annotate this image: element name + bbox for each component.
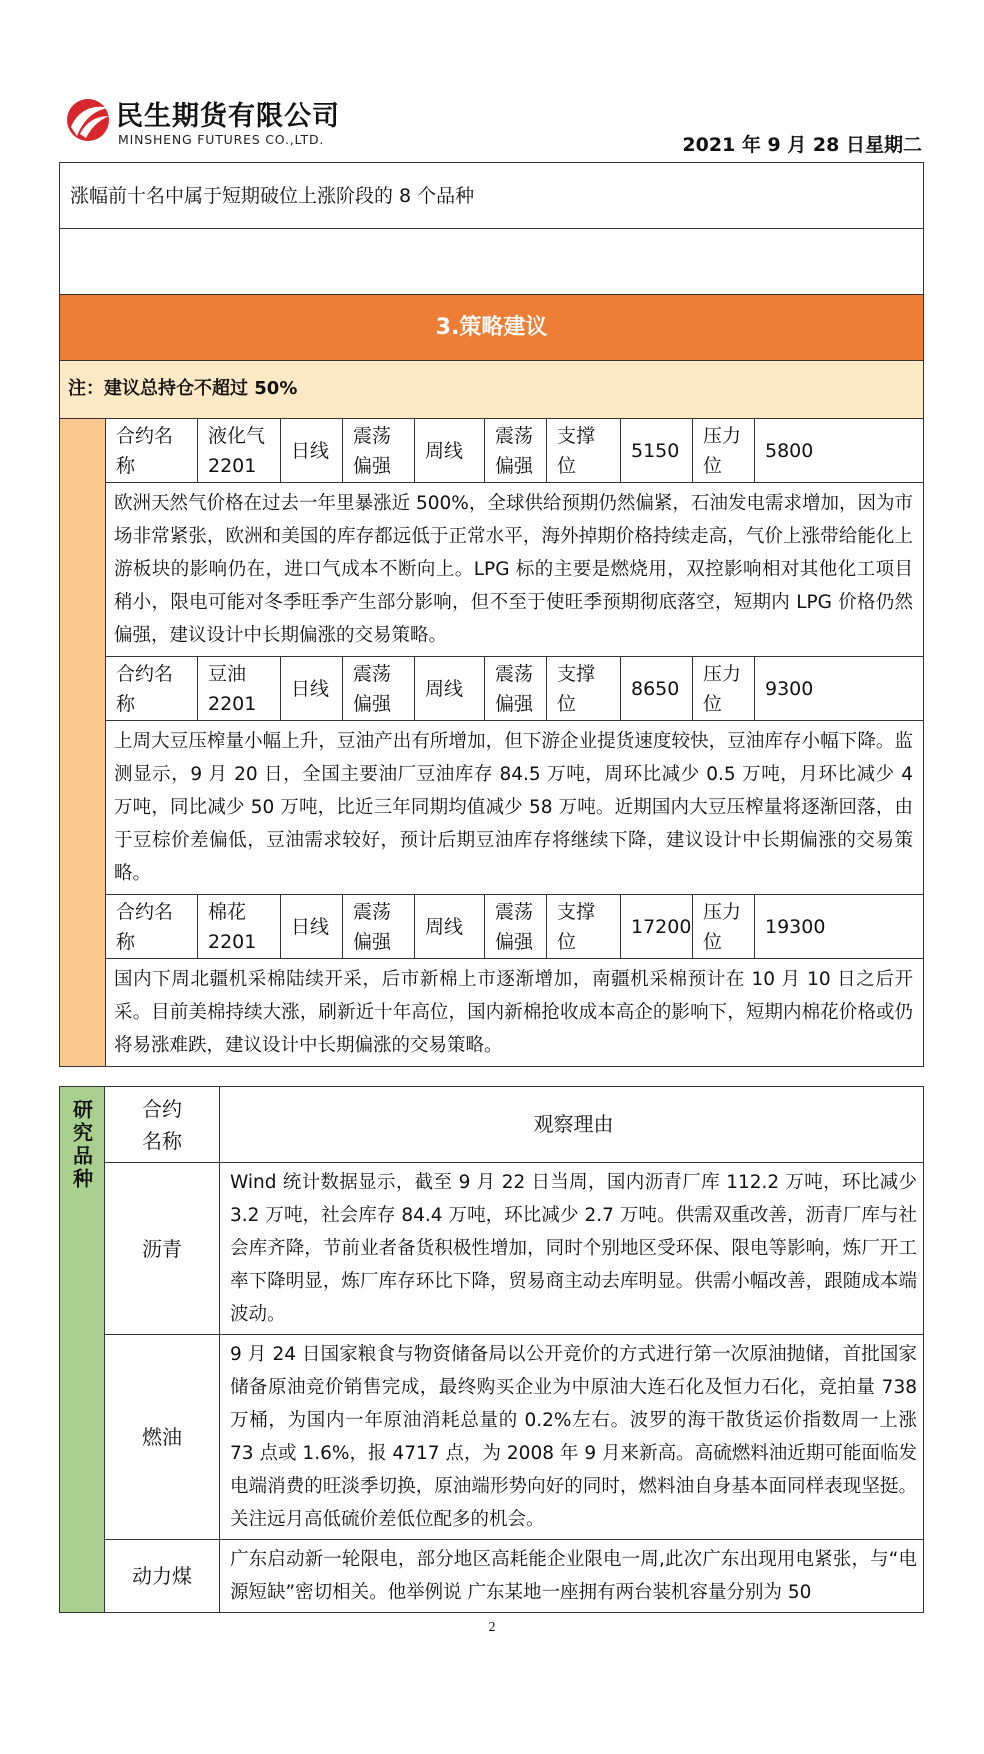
strategy-side-bar [60, 419, 106, 1066]
pressure-label: 压力位 [693, 657, 755, 720]
daily-trend: 震荡偏强 [343, 419, 415, 482]
strategy-body [106, 419, 923, 1066]
section-heading [60, 295, 923, 361]
research-side-label [60, 1087, 105, 1612]
support-value: 17200 [621, 895, 693, 958]
contract-label: 合约名称 [106, 419, 198, 482]
support-value: 8650 [621, 657, 693, 720]
research-reason: 广东启动新一轮限电，部分地区高耗能企业限电一周,此次广东出现用电紧张，与“电源短缺”密切相关。他举例说 广东某地一座拥有两台装机容量分别为 50 [230, 1549, 917, 1603]
research-row [105, 1540, 923, 1612]
contract-description: 上周大豆压榨量小幅上升，豆油产出有所增加，但下游企业提货速度较快，豆油库存小幅下降。监测显示，9 月 20 日，全国主要油厂豆油库存 84.5 万吨，周环比减少 0.5 万吨，月环比减少 4 万吨，同比减少 50 万吨，比近三年同期均值减少 58 万吨。近期国内大豆压榨量将逐渐回落，由于豆棕价差偏低，豆油需求较好，预计后期豆油库存将继续下降，建议设计中长期偏涨的交易策略。 [106, 721, 923, 895]
support-label: 支撑位 [547, 419, 621, 482]
contract-name: 豆油 2201 [198, 657, 281, 720]
strategy-table [59, 162, 924, 1067]
daily-trend: 震荡偏强 [343, 657, 415, 720]
pressure-value: 5800 [765, 439, 814, 462]
research-side-text: 研究品种 [69, 1099, 94, 1191]
support-label: 支撑位 [547, 657, 621, 720]
daily-label: 日线 [281, 895, 343, 958]
position-note-text: 注：建议总持仓不超过 50% [68, 378, 298, 399]
support-label: 支撑位 [547, 895, 621, 958]
research-reason: Wind 统计数据显示，截至 9 月 22 日当周，国内沥青厂库 112.2 万吨，环比减少 3.2 万吨，社会库存 84.4 万吨，环比减少 2.7 万吨。供需双重改善，沥青厂库与社会库齐降，节前业者备货积极性增加，同时个别地区受环保、限电等影响，炼厂开工率下降明显，炼厂库存环比下降，贸易商主动去库明显。供需小幅改善，跟随成本端波动。 [230, 1172, 917, 1325]
daily-label: 日线 [281, 419, 343, 482]
report-date: 2021 年 9 月 28 日星期二 [682, 134, 922, 156]
pressure-label: 压力位 [693, 419, 755, 482]
daily-label: 日线 [281, 657, 343, 720]
research-name: 沥青 [105, 1163, 220, 1334]
contract-label: 合约名称 [106, 657, 198, 720]
contract-label: 合约名称 [106, 895, 198, 958]
weekly-trend: 震荡偏强 [485, 657, 547, 720]
col-header-reason: 观察理由 [533, 1112, 614, 1136]
research-row [105, 1335, 923, 1540]
summary-text: 涨幅前十名中属于短期破位上涨阶段的 8 个品种 [70, 185, 475, 207]
research-row [105, 1163, 923, 1335]
blank-row [60, 229, 923, 295]
weekly-trend: 震荡偏强 [485, 419, 547, 482]
research-name: 动力煤 [105, 1540, 220, 1612]
contract-row [106, 895, 923, 959]
daily-trend: 震荡偏强 [343, 895, 415, 958]
contract-description: 国内下周北疆机采棉陆续开采，后市新棉上市逐渐增加，南疆机采棉预计在 10 月 10 日之后开采。目前美棉持续大涨，刷新近十年高位，国内新棉抢收成本高企的影响下，短期内棉花价格或仍将易涨难跌，建议设计中长期偏涨的交易策略。 [114, 969, 913, 1056]
contract-name: 液化气 2201 [198, 419, 281, 482]
top-summary-row [60, 163, 923, 229]
page-number: 2 [488, 1620, 496, 1635]
weekly-label: 周线 [415, 895, 485, 958]
research-table [59, 1086, 924, 1613]
pressure-value: 9300 [765, 677, 814, 700]
minsheng-logo-icon [64, 94, 112, 146]
contract-name: 棉花 2201 [198, 895, 281, 958]
contract-row [106, 657, 923, 721]
contract-description: 欧洲天然气价格在过去一年里暴涨近 500%，全球供给预期仍然偏紧，石油发电需求增加，因为市场非常紧张，欧洲和美国的库存都远低于正常水平，海外掉期价格持续走高，气价上涨带给能化上游板块的影响仍在，进口气成本不断向上。LPG 标的主要是燃烧用，双控影响相对其他化工项目稍小，限电可能对冬季旺季产生部分影响，但不至于使旺季预期彻底落空，短期内 LPG 价格仍然偏强，建议设计中长期偏涨的交易策略。 [106, 483, 923, 657]
position-note [60, 361, 923, 419]
pressure-value: 19300 [765, 915, 826, 938]
strategy-items [60, 419, 923, 1066]
research-reason: 9 月 24 日国家粮食与物资储备局以公开竞价的方式进行第一次原油抛储，首批国家储备原油竞价销售完成，最终购买企业为中原油大连石化及恒力石化，竞拍量 738 万桶，为国内一年原油消耗总量的 0.2%左右。波罗的海干散货运价指数周一上涨 73 点或 1.6%，报 4717 点，为 2008 年 9 月来新高。高硫燃料油近期可能面临发电端消费的旺淡季切换，原油端形势向好的同时，燃料油自身基本面同样表现坚挺。关注远月高低硫价差低位配多的机会。 [230, 1344, 917, 1530]
company-logo [64, 94, 354, 154]
weekly-trend: 震荡偏强 [485, 895, 547, 958]
contract-row [106, 419, 923, 483]
company-name-en: MINSHENG FUTURES CO.,LTD. [118, 132, 325, 147]
company-name-cn: 民生期货有限公司 [116, 101, 340, 132]
section-heading-text: 3.策略建议 [435, 315, 548, 340]
research-main [105, 1087, 923, 1612]
col-header-name-text: 合约名称 [142, 1096, 182, 1153]
weekly-label: 周线 [415, 419, 485, 482]
col-header-name [105, 1087, 220, 1162]
research-header-row [105, 1087, 923, 1163]
research-name: 燃油 [105, 1335, 220, 1539]
weekly-label: 周线 [415, 657, 485, 720]
support-value: 5150 [621, 419, 693, 482]
pressure-label: 压力位 [693, 895, 755, 958]
